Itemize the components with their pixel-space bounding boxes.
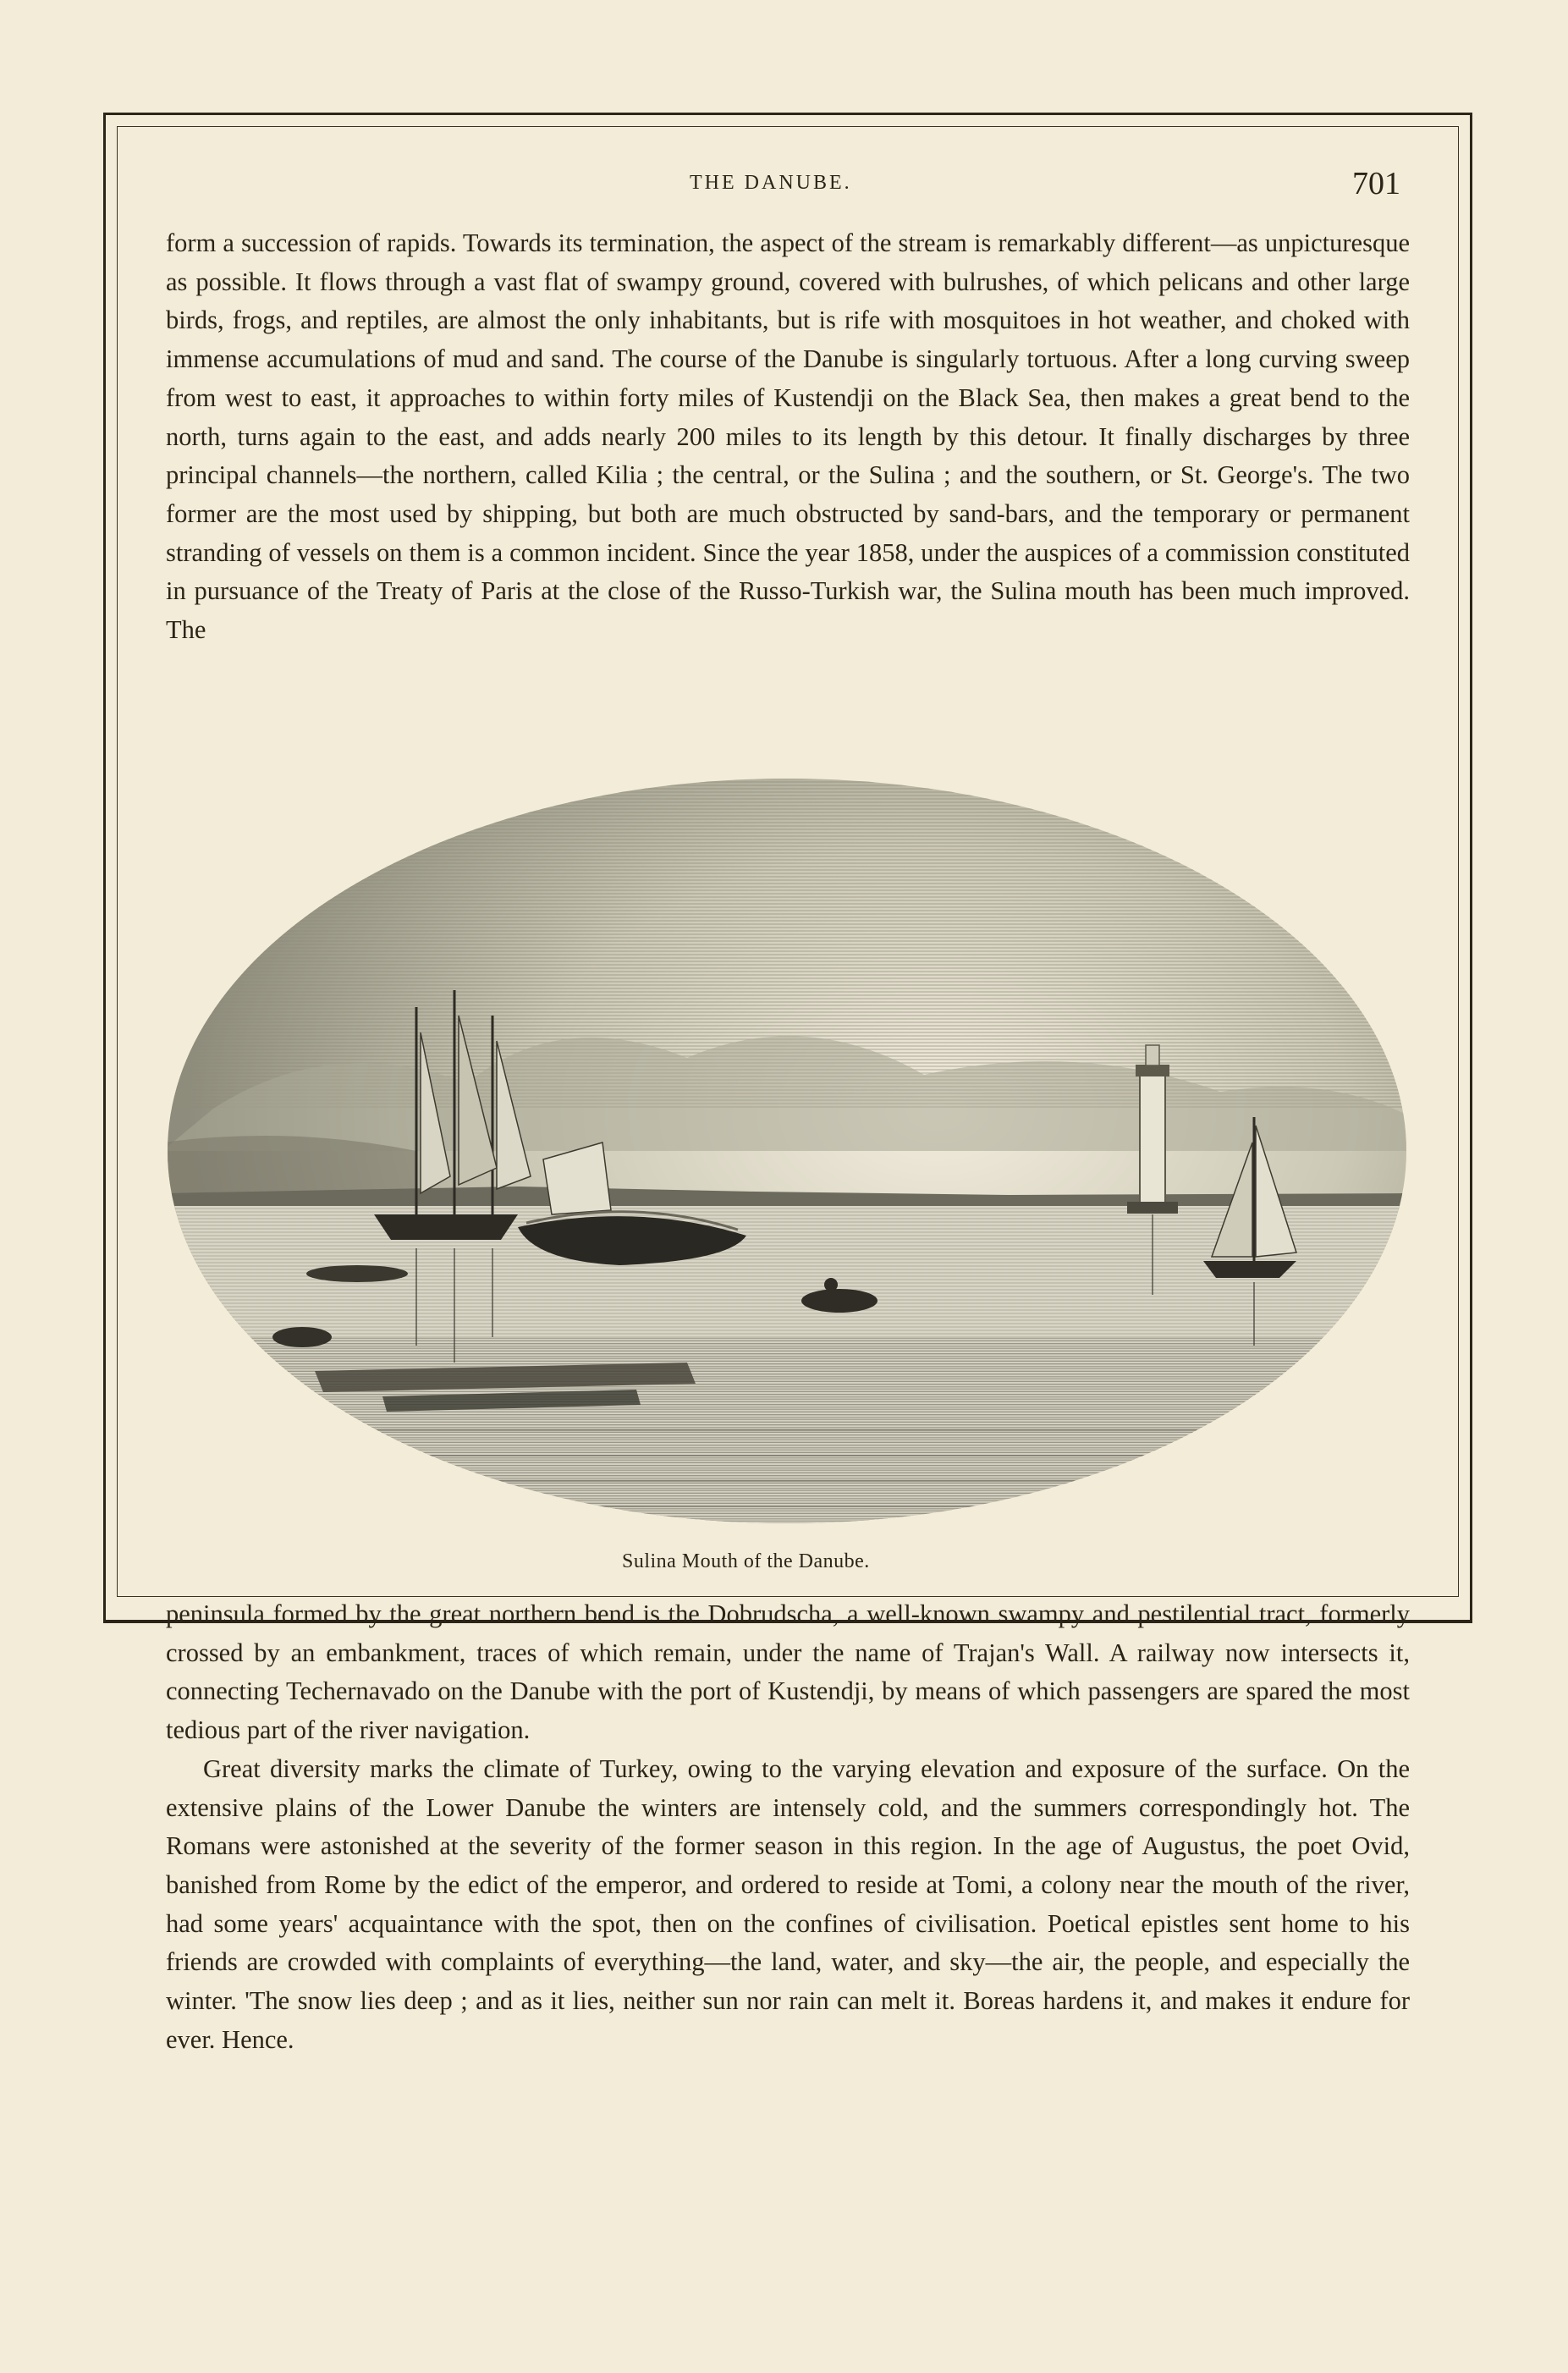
body-text-bottom: [166, 1595, 1410, 2059]
sulina-mouth-engraving: [162, 753, 1411, 1549]
page-number: 701: [1352, 166, 1400, 201]
illustration-caption: Sulina Mouth of the Danube.: [622, 1550, 870, 1572]
body-text-top: [166, 224, 1410, 650]
paragraph-top: form a succession of rapids. Towards its termination, the aspect of the stream is remarkably different—as unpicturesque as possible. It flows through a vast flat of swampy ground, covered with bulrushes, of which pelicans and other large birds, frogs, and reptiles, are almost the only inhabitants, but is rife with mosquitoes in hot weather, and choked with immense accumulations of mud and sand. The course of the Danube is singularly tortuous. After a long curving sweep from west to east, it approaches to within forty miles of Kustendji on the Black Sea, then makes a great bend to the north, turns again to the east, and adds nearly 200 miles to its length by this detour. It finally discharges by three principal channels—the northern, called Kilia ; the central, or the Sulina ; and the southern, or St. George's. The two former are the most used by shipping, but both are much obstructed by sand-bars, and the temporary or permanent stranding of vessels on them is a common incident. Since the year 1858, under the auspices of a commission constituted in pursuance of the Treaty of Paris at the close of the Russo-Turkish war, the Sulina mouth has been much improved. The: [166, 228, 1410, 645]
running-title: THE DANUBE.: [690, 172, 852, 194]
paragraph-climate: Great diversity marks the climate of Turkey, owing to the varying elevation and exposure of the surface. On the extensive plains of the Lower Danube the winters are intensely cold, and the summers correspondingly hot. The Romans were astonished at the severity of the former season in this region. In the age of Augustus, the poet Ovid, banished from Rome by the edict of the emperor, and ordered to reside at Tomi, a colony near the mouth of the river, had some years' acquaintance with the spot, then on the confines of civilisation. Poetical epistles sent home to his friends are crowded with complaints of everything—the land, water, and sky—the air, the people, and especially the winter. 'The snow lies deep ; and as it lies, neither sun nor rain can melt it. Boreas hardens it, and makes it endure for ever. Hence.: [166, 1754, 1410, 2054]
paragraph-dobrudscha: peninsula formed by the great northern bend is the Dobrudscha, a well-known swampy and pestilential tract, formerly crossed by an embankment, traces of which remain, under the name of Trajan's Wall. A railway now intersects it, connecting Techernavado on the Danube with the port of Kustendji, by means of which passengers are spared the most tedious part of the river navigation.: [166, 1599, 1410, 1745]
